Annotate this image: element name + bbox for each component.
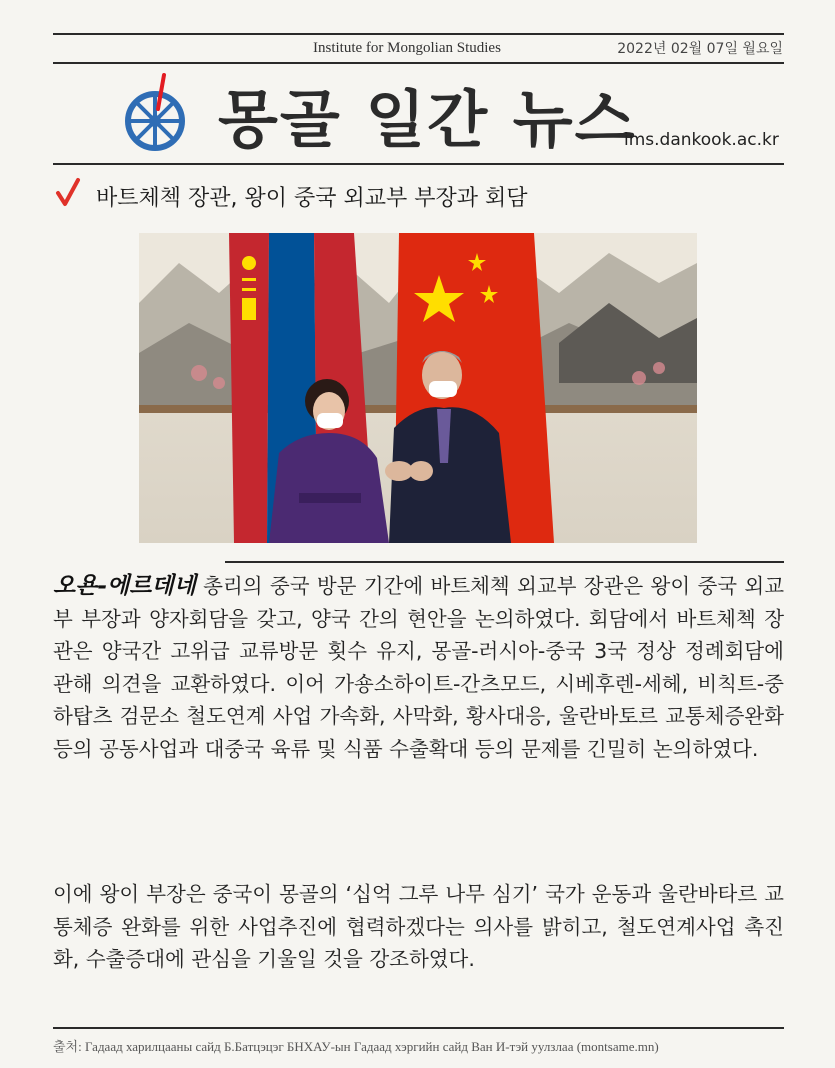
institute-name: Institute for Mongolian Studies (313, 40, 501, 56)
article-rule (225, 561, 784, 563)
top-rule (53, 33, 784, 35)
dharma-wheel-icon (122, 73, 192, 153)
footer-rule (53, 1027, 784, 1029)
article-paragraph-1 (53, 570, 784, 765)
issue-date: 2022년 02월 07일 월요일 (617, 41, 783, 57)
lead-name: 오욘-에르데네 (53, 572, 196, 599)
source-citation: 출처: Гадаад харилцааны сайд Б.Батцэцэг БНХАУ-ын Гадаад хэргийн сайд Ван И-тэй уулзлаа (montsame.mn) (53, 1039, 659, 1054)
paragraph-1-text: 총리의 중국 방문 기간에 바트체첵 외교부 장관은 왕이 중국 외교부 부장과 양자회담을 갖고, 양국 간의 현안을 논의하였다. 회담에서 바트체첵 장관은 양국간 고위급 교류방문 횟수 유지, 몽골-러시아-중국 3국 정상 정례회담에 관해 의견을 교환하였다. 이어 가숑소하이트-간츠모드, 시베후렌-세헤, 비칙트-중하탑츠 검문소 철도연계 사업 가속화, 사막화, 황사대응, 울란바토르 교통체증완화 등의 공동사업과 대중국 육류 및 식품 수출확대 등의 문제를 긴밀히 논의하였다. (53, 574, 784, 761)
header-rule (53, 62, 784, 64)
article-paragraph-2: 이에 왕이 부장은 중국이 몽골의 ‘십억 그루 나무 심기’ 국가 운동과 울란바타르 교통체증 완화를 위한 사업추진에 협력하겠다는 의사를 밝히고, 철도연계사업 촉진화, 수출증대에 관심을 기울일 것을 강조하였다. (53, 882, 784, 971)
article-headline: 바트체첵 장관, 왕이 중국 외교부 부장과 회담 (96, 186, 528, 211)
masthead-rule (53, 163, 784, 165)
website-url[interactable]: ims.dankook.ac.kr (624, 130, 779, 150)
newspaper-title: 몽골 일간 뉴스 (218, 83, 637, 156)
meeting-photo (139, 233, 697, 543)
check-mark-icon (55, 177, 81, 207)
